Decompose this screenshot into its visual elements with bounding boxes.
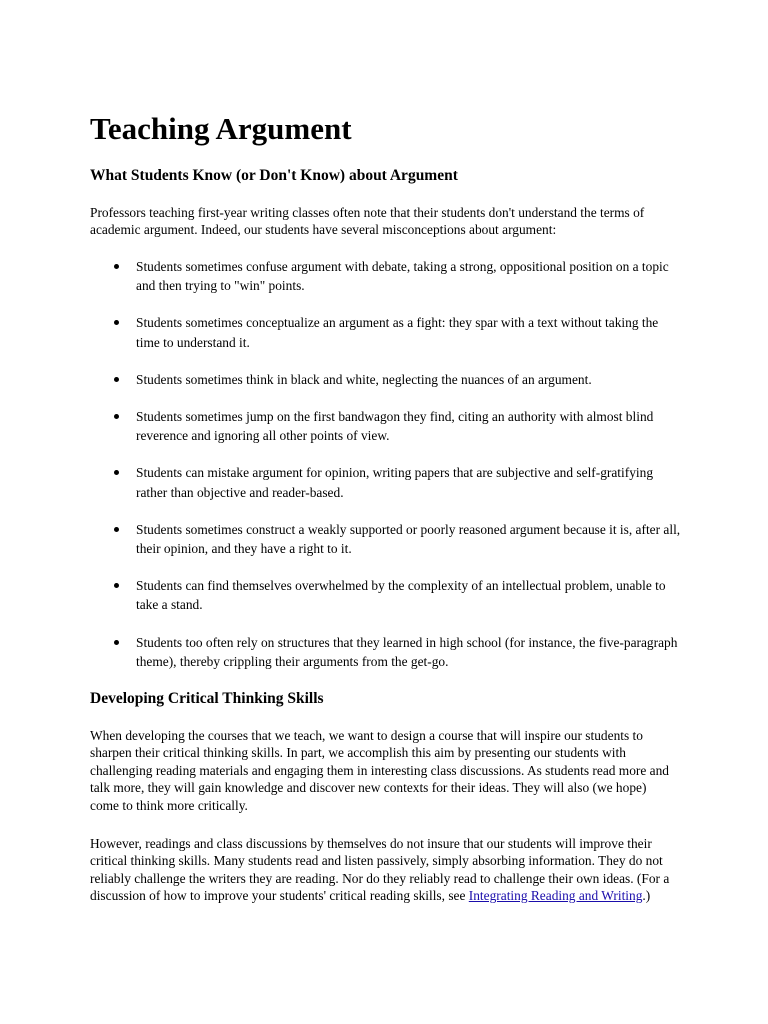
page-title: Teaching Argument	[90, 111, 352, 146]
bullet-icon	[114, 470, 119, 475]
section-heading-what-students-know: What Students Know (or Don't Know) about Argument	[90, 167, 458, 184]
list-item	[90, 576, 684, 614]
bullet-icon	[114, 527, 119, 532]
list-item	[90, 520, 684, 558]
list-item-text: Students sometimes conceptualize an argument as a fight: they spar with a text without taking the time to understand it.	[136, 315, 659, 350]
list-item-text: Students sometimes confuse argument with debate, taking a strong, oppositional position on a topic and then trying to "win" points.	[136, 259, 669, 294]
critical-thinking-paragraph-2	[90, 835, 670, 905]
list-item-text: Students sometimes think in black and white, neglecting the nuances of an argument.	[136, 371, 592, 387]
section-heading-critical-thinking: Developing Critical Thinking Skills	[90, 690, 324, 707]
bullet-icon	[114, 640, 119, 645]
bullet-icon	[114, 320, 119, 325]
list-item-text: Students can find themselves overwhelmed by the complexity of an intellectual problem, unable to take a stand.	[136, 578, 666, 613]
list-item-text: Students sometimes jump on the first bandwagon they find, citing an authority with almost blind reverence and ignoring all other points of view.	[136, 408, 654, 444]
list-item	[90, 407, 684, 445]
misconceptions-list	[90, 257, 684, 689]
list-item	[90, 463, 684, 501]
critical-thinking-paragraph-1: When developing the courses that we teach, we want to design a course that will inspire our students to sharpen their critical thinking skills. In part, we accomplish this aim by presenting our students with challenging reading materials and engaging them in interesting class discussions. As students read more and talk more, they will gain knowledge and discover new contexts for their ideas. They will also (we hope) come to think more critically.	[90, 728, 670, 813]
list-item-text: Students too often rely on structures that they learned in high school (for instance, the five-paragraph theme), thereby crippling their arguments from the get-go.	[136, 634, 678, 669]
list-item	[90, 257, 684, 295]
list-item-text: Students can mistake argument for opinion, writing papers that are subjective and self-gratifying rather than objective and reader-based.	[136, 465, 654, 500]
paragraph-text: However, readings and class discussions by themselves do not insure that our students will improve their critical thinking skills. Many students read and listen passively, simply absorbing information. They do not reliably challenge the writers they are reading. Nor do they reliably read to challenge their own ideas. (For a discussion of how to improve your students' critical reading skills, see	[90, 836, 670, 904]
list-item	[90, 633, 684, 671]
bullet-icon	[114, 414, 119, 419]
intro-paragraph: Professors teaching first-year writing classes often note that their students don't understand the terms of academic argument. Indeed, our students have several misconceptions about argument:	[90, 205, 645, 238]
integrating-reading-writing-link[interactable]: Integrating Reading and Writing	[468, 888, 643, 904]
bullet-icon	[114, 583, 119, 588]
list-item	[90, 370, 684, 389]
bullet-icon	[114, 264, 119, 269]
bullet-icon	[114, 377, 119, 382]
list-item	[90, 313, 684, 351]
list-item-text: Students sometimes construct a weakly supported or poorly reasoned argument because it is, after all, their opinion, and they have a right to it.	[136, 521, 681, 556]
paragraph-text-end: .)	[642, 888, 651, 904]
